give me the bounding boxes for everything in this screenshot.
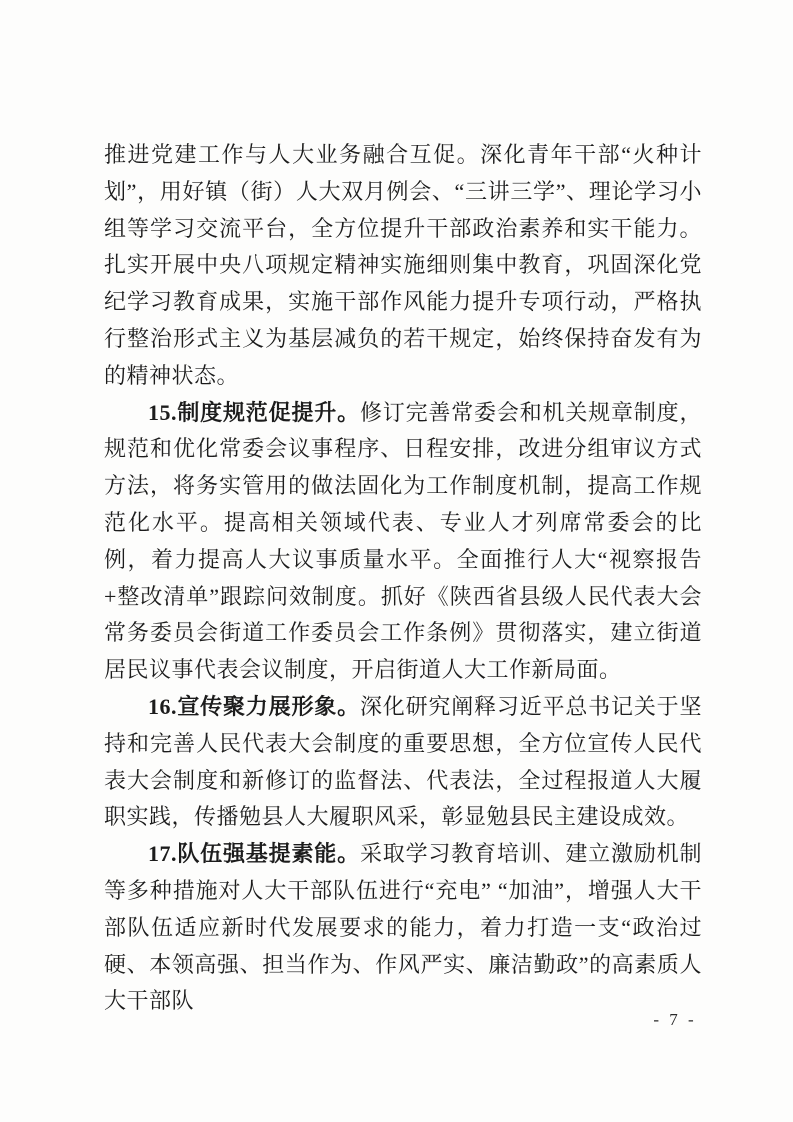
page-number: - 7 - — [653, 1010, 697, 1029]
paragraph-text: 采取学习教育培训、建立激励机制等多种措施对人大干部队伍进行“充电” “加油”，增强人大干部队伍适应新时代发展要求的能力，着力打造一支“政治过硬、本领高强、担当作为、作风严实、廉洁勤政”的高素质人大干部队 — [104, 841, 702, 1014]
paragraph-lead: 16.宣传聚力展形象。 — [148, 693, 360, 719]
paragraph-text: 深化研究阐释习近平总书记关于坚持和完善人民代表大会制度的重要思想，全方位宣传人民代表大会制度和新修订的监督法、代表法，全过程报道人大履职实践，传播勉县人大履职风采，彰显勉县民主建设成效。 — [104, 693, 702, 830]
paragraph-lead: 15.制度规范促提升。 — [148, 399, 360, 425]
document-body — [104, 137, 702, 1020]
paragraph — [104, 689, 702, 836]
paragraph-text: 推进党建工作与人大业务融合互促。深化青年干部“火种计划”，用好镇（街）人大双月例会、“三讲三学”、理论学习小组等学习交流平台，全方位提升干部政治素养和实干能力。扎实开展中央八项规定精神实施细则集中教育，巩固深化党纪学习教育成果，实施干部作风能力提升专项行动，严格执行整治形式主义为基层减负的若干规定，始终保持奋发有为的精神状态。 — [104, 142, 702, 388]
paragraph-text: 修订完善常委会和机关规章制度，规范和优化常委会议事程序、日程安排，改进分组审议方式方法，将务实管用的做法固化为工作制度机制，提高工作规范化水平。提高相关领域代表、专业人才列席常委会的比例，着力提高人大议事质量水平。全面推行人大“视察报告+整改清单”跟踪问效制度。抓好《陕西省县级人民代表大会常务委员会街道工作委员会工作条例》贯彻落实，建立街道居民议事代表会议制度，开启街道人大工作新局面。 — [104, 399, 702, 683]
paragraph — [104, 395, 702, 689]
paragraph-lead: 17.队伍强基提素能。 — [148, 841, 360, 867]
paragraph — [104, 137, 702, 395]
paragraph — [104, 836, 702, 1020]
